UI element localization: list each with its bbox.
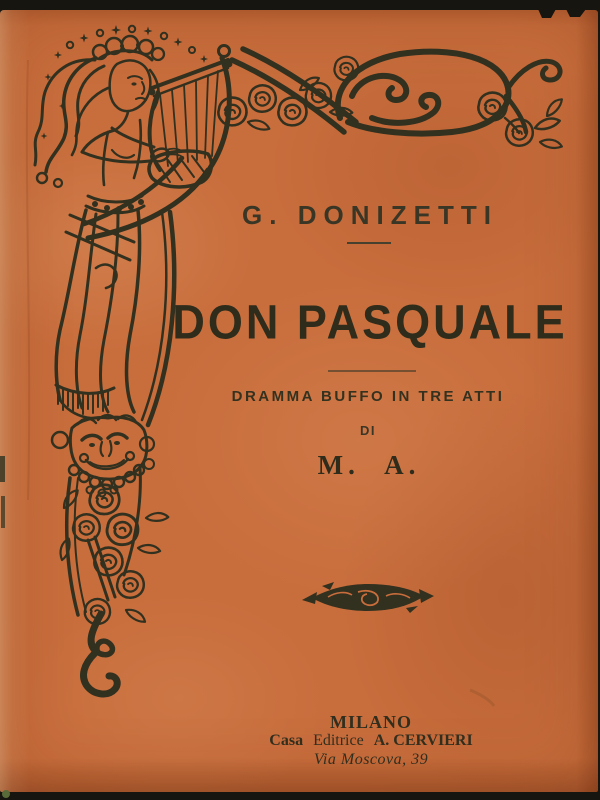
book-title: DON PASQUALE (172, 294, 568, 350)
composer-name: G. DONIZETTI (242, 200, 498, 230)
publisher-editrice: Editrice (313, 732, 364, 749)
divider-rule-thin (328, 370, 416, 372)
imprint-publisher (145, 732, 597, 750)
publisher-name: A. CERVIERI (373, 732, 473, 749)
divider-rule-short (347, 242, 391, 244)
publisher-casa: Casa (269, 732, 304, 749)
imprint-city: MILANO (330, 712, 412, 732)
author-initials: M. A. (317, 450, 421, 480)
book-subtitle: DRAMMA BUFFO IN TRE ATTI (231, 388, 505, 405)
imprint-address: Via Moscova, 39 (313, 751, 429, 768)
preposition-di: DI (360, 423, 376, 438)
